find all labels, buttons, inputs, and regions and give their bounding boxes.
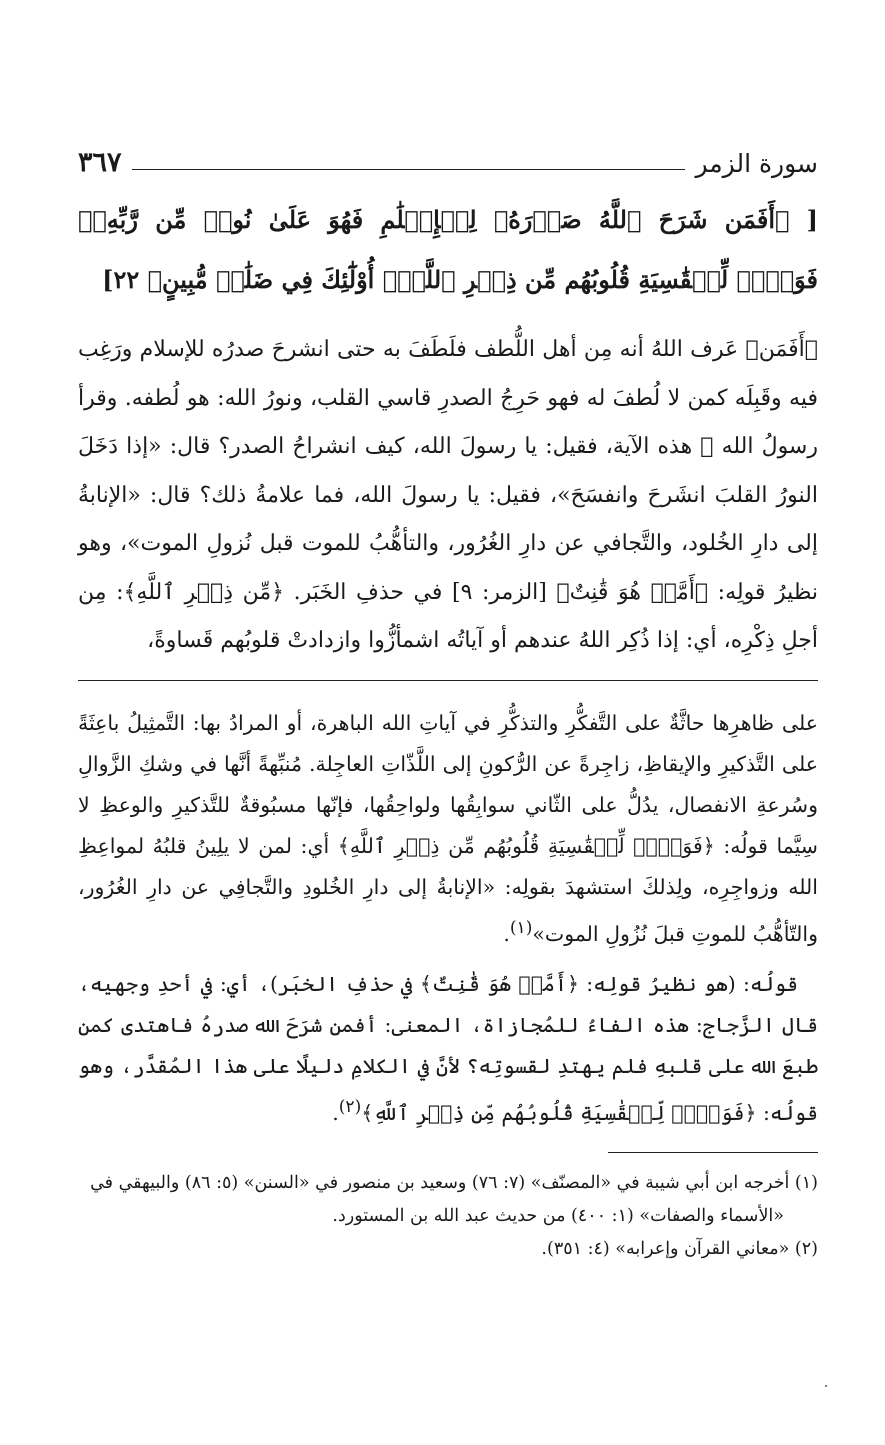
document-page xyxy=(78,136,818,1266)
page-speck xyxy=(825,1385,827,1387)
section-divider xyxy=(78,680,818,681)
commentary-end-1: . xyxy=(503,921,510,946)
header-rule xyxy=(132,169,686,170)
commentary-paragraph-1 xyxy=(78,703,818,955)
main-paragraph: ﴿أَفَمَن﴾ عَرف اللهُ أنه مِن أهل اللُّطف فلَطَفَ به حتى انشرحَ صدرُه للإسلام ورَغِب فيه وقَبِلَه كمن لا لُطفَ له فهو حَرِجُ الصدرِ قاسي القلب، ونورُ الله: هو لُطفه. وقرأ رسولُ الله ﷺ هذه الآية، فقيل: يا رسولَ الله، كيف انشراحُ الصدر؟ قال: «إذا دَخَلَ النورُ القلبَ انشَرحَ وانفسَحَ»، فقيل: يا رسولَ الله، فما علامةُ ذلك؟ قال: «الإنابةُ إلى دارِ الخُلود، والتَّجافي عن دارِ الغُرُور، والتأهُّبُ للموت قبل نُزولِ الموت»، وهو نظيرُ قولِه: ﴿أَمَّنۡ هُوَ قَٰنِتٌ﴾ [الزمر: ٩] في حذفِ الخَبَر. ﴿مِّن ذِكۡرِ ٱللَّهِ﴾: مِن أجلِ ذِكْرِه، أي: إذا ذُكِر اللهُ عندهم أو آياتُه اشمأزُّوا وازدادتْ قلوبُهم قَساوةً، xyxy=(78,337,818,653)
footnote-divider xyxy=(608,1152,818,1153)
commentary-paragraph-2 xyxy=(78,964,818,1134)
page-header xyxy=(78,136,818,176)
quran-verse: [ ﴿أَفَمَن شَرَحَ ٱللَّهُ صَدۡرَهُۥ لِلۡإِسۡلَٰمِ فَهُوَ عَلَىٰ نُورٖ مِّن رَّبِّهِۦۚ فَوَيۡلٞ لِّلۡقَٰسِيَةِ قُلُوبُهُم مِّن ذِكۡرِ ٱللَّهِۚ أُوْلَٰٓئِكَ فِي ضَلَٰلٖ مُّبِينٍ﴾ ٢٢] xyxy=(78,205,818,294)
page-number: ٣٦٧ xyxy=(78,147,122,178)
commentary-text-1: على ظاهرِها حاثَّةٌ على التَّفكُّرِ والتذكُّرِ في آياتِ الله الباهرة، أو المرادُ بها: التَّمثِيلُ باعِثَةً على التَّذكيرِ والإيقاظِ، زاجِرةً عن الرُّكونِ إلى اللَّذّاتِ العاجِلة. مُنبِّهةً أنَّها في وشكِ الزَّوالِ وسُرعةِ الانفصال، يدُلُّ على الثّاني سوابِقُها ولواحِقُها، فإنّها مسبُوقةٌ للتَّذكيرِ والوعظِ لا سِيَّما قولُه: ﴿فَوَيۡلٞ لِّلۡقَٰسِيَةِ قُلُوبُهُم مِّن ذِكۡرِ ٱللَّهِ﴾ أي: لمن لا يلِينُ قلبُهُ لمواعِظِ الله وزواجِرِه، ولِذلكَ استشهدَ بقولِه: «الإنابةُ إلى دارِ الخُلودِ والتَّجافِي عن دارِ الغُرُور، والتّأهُّبُ للموتِ قبلَ نُزُولِ الموت» xyxy=(78,710,818,946)
footnote-ref-2: (٢) xyxy=(338,1097,362,1118)
footnote-ref-1: (١) xyxy=(509,917,533,938)
main-text xyxy=(78,326,818,666)
footnote-1: (١) أخرجه ابن أبي شيبة في «المصنّف» (٧: ٧٦) وسعيد بن منصور في «السنن» (٥: ٨٦) والبيهقي في xyxy=(90,1173,818,1194)
surah-title: سورة الزمر xyxy=(695,149,818,178)
commentary-end-2: . xyxy=(332,1101,339,1126)
footnote-1-continuation: «الأسماء والصفات» (١: ٤٠٠) من حديث عبد الله بن المستورد. xyxy=(332,1206,784,1227)
commentary xyxy=(78,703,818,1135)
footnotes xyxy=(78,1167,818,1266)
commentary-text-2: قولُه: (هو نظيرُ قولِه: ﴿أَمَّنۡ هُوَ قَٰنِتٌ﴾ في حذفِ الخبَر)، أي: في أحدِ وجهيه، قال الزَّجاج: هذه الفاءُ للمُجازاة، المعنى: أفمن شرَحَ الله صدرهُ فاهتدى كمن طبعَ الله على قلبهِ فلم يهتدِ لقسوتِه؟ لأنَّ في الكلامِ دليلًا على هذا المُقدَّر، وهو قولُه: ﴿فَوَيۡلٞ لِّلۡقَٰسِيَةِ قُلُوبُهُم مِّن ذِكۡرِ ٱللَّهِ﴾ xyxy=(78,972,818,1126)
footnote-2: (٢) «معاني القرآن وإعرابه» (٤: ٣٥١). xyxy=(541,1239,818,1260)
